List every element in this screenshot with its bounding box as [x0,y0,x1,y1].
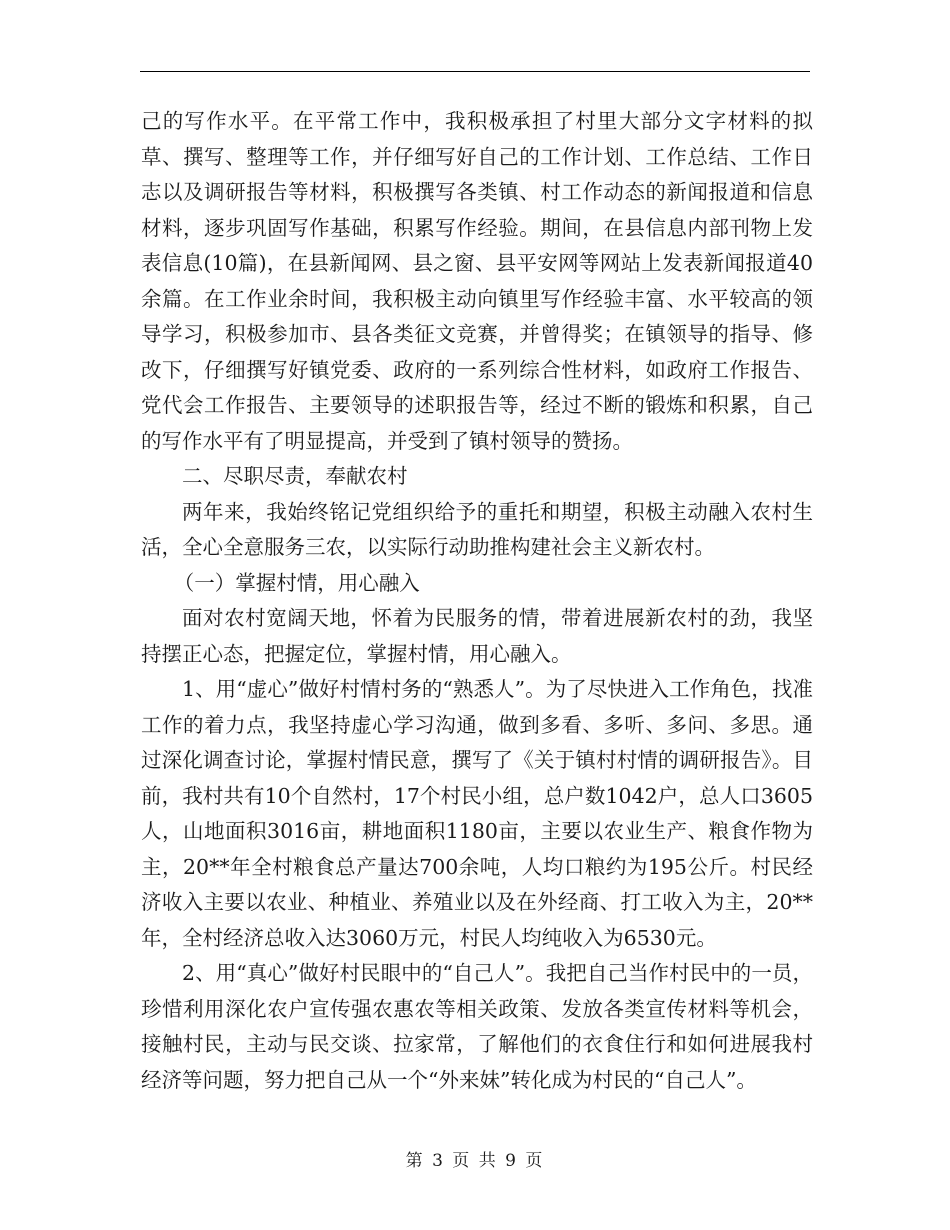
page-number: 第 3 页 共 9 页 [405,1151,545,1171]
paragraph-intro: 两年来，我始终铭记党组织给予的重托和期望，积极主动融入农村生活，全心全意服务三农，以实际行动助推构建社会主义新农村。 [141,499,813,559]
paragraph-mindset: 面对农村宽阔天地，怀着为民服务的情，带着进展新农村的劲，我坚持摆正心态，把握定位，掌握村情，用心融入。 [141,606,813,666]
section-heading-2: 二、尽职尽责，奉献农村 [182,464,408,488]
paragraph-villagers: 2、用“真心”做好村民眼中的“自己人”。我把自己当作村民中的一员，珍惜利用深化农户宣传强农惠农等相关政策、发放各类宣传材料等机会，接触村民，主动与民交谈、拉家常，了解他们的衣食住行和如何进展我村经济等问题，努力把自己从一个“外来妹”转化成为村民的“自己人”。 [141,961,813,1092]
paragraph-village-info: 1、用“虚心”做好村情村务的“熟悉人”。为了尽快进入工作角色，找准工作的着力点，我坚持虚心学习沟通，做到多看、多听、多问、多思。通过深化调查讨论，掌握村情民意，撰写了《关于镇村村情的调研报告》。目前，我村共有10个自然村，17个村民小组，总户数1042户，总人口3605人，山地面积3016亩，耕地面积1180亩，主要以农业生产、粮食作物为主，20**年全村粮食总产量达700余吨，人均口粮约为195公斤。村民经济收入主要以农业、种植业、养殖业以及在外经商、打工收入为主，20**年，全村经济总收入达3060万元，村民人均纯收入为6530元。 [141,677,813,950]
header-rule [140,71,810,72]
paragraph-writing-level: 己的写作水平。在平常工作中，我积极承担了村里大部分文字材料的拟草、撰写、整理等工作，并仔细写好自己的工作计划、工作总结、工作日志以及调研报告等材料，积极撰写各类镇、村工作动态的新闻报道和信息材料，逐步巩固写作基础，积累写作经验。期间，在县信息内部刊物上发表信息(10篇)，在县新闻网、县之窗、县平安网等网站上发表新闻报道40余篇。在工作业余时间，我积极主动向镇里写作经验丰富、水平较高的领导学习，积极参加市、县各类征文竞赛，并曾得奖；在镇领导的指导、修改下，仔细撰写好镇党委、政府的一系列综合性材料，如政府工作报告、党代会工作报告、主要领导的述职报告等，经过不断的锻炼和积累，自己的写作水平有了明显提高，并受到了镇村领导的赞扬。 [141,109,813,453]
subsection-heading-1: （一）掌握村情，用心融入 [173,570,420,595]
document-body [141,104,813,1098]
